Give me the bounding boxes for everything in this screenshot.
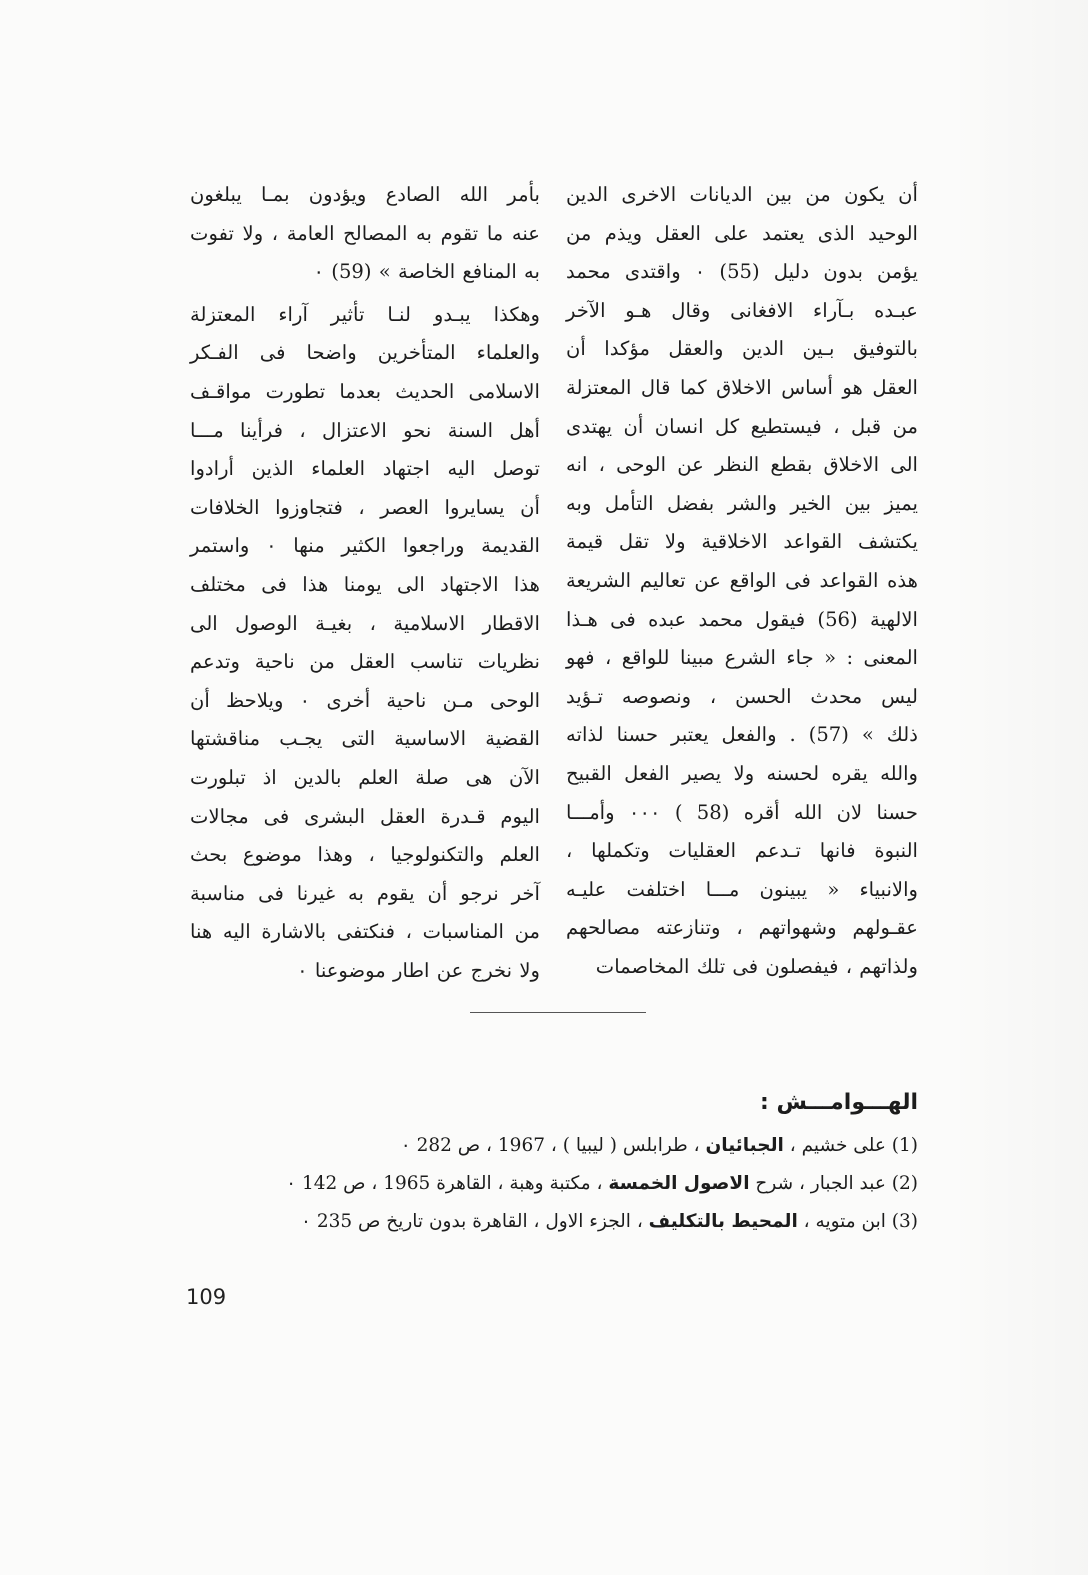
text-line: الوحى مـن ناحية أخرى ٠ ويلاحظ أن: [190, 688, 541, 712]
footnote-1: (1) على خشيم ، الجبائيان ، طرابلس ( ليبيا ) ، 1967 ، ص 282 ٠: [400, 1135, 918, 1156]
text-line: هذا الاجتهاد الى يومنا هذا فى مختلف: [190, 572, 540, 596]
footnote-2: (2) عبد الجبار ، شرح الاصول الخمسة ، مكتبة وهبة ، القاهرة 1965 ، ص 142 ٠: [286, 1173, 918, 1194]
footnote-3: (3) ابن متويه ، المحيط بالتكليف ، الجزء الاول ، القاهرة بدون تاريخ ص 235 ٠: [300, 1211, 918, 1232]
text-line: ولا نخرج عن اطار موضوعنا ٠: [297, 958, 540, 982]
text-line: الآن هى صلة العلم بالدين اذ تبلورت: [190, 765, 540, 789]
page-number: 109: [186, 1285, 227, 1309]
text-column-left: [190, 176, 540, 990]
text-line: المعنى : « جاء الشرع مبينا للواقع ، فهو: [566, 646, 918, 670]
text-line: أهل السنة نحو الاعتزال ، فرأينا مـــا: [190, 418, 540, 442]
text-line: ذلك » (57) . والفعل يعتبر حسنا لذاته: [566, 723, 918, 747]
text-line: ليس محدث الحسن ، ونصوصه تـؤيد: [566, 684, 918, 708]
text-line: من قبل ، فيستطيع كل انسان أن يهتدى: [566, 414, 918, 438]
text-line: بأمر الله الصادع ويؤدون بمـا يبلغون: [190, 183, 540, 206]
text-line: والعلماء المتأخرين واضحا فى الفـكر: [190, 341, 540, 365]
text-line: بالتوفيق بـين الدين والعقل مؤكدا أن: [566, 337, 918, 361]
footnotes-title: الهـــوامـــش :: [760, 1090, 918, 1115]
text-line: نظريات تناسب العقل من ناحية وتدعم: [190, 650, 540, 674]
paragraph-2: [190, 296, 540, 991]
text-line: القديمة وراجعوا الكثير منها ٠ واستمر: [190, 534, 540, 558]
scan-shadow: [948, 0, 1088, 1575]
text-line: والانبياء « يبينون مـــا اختلفت عليـه: [566, 877, 918, 901]
text-line: الوحيد الذى يعتمد على العقل ويذم من: [566, 221, 918, 245]
text-line: حسنا لان الله أقره (58 ) ٠٠٠ وأمـــا: [566, 800, 918, 824]
text-line: يميز بين الخير والشر بفضل التأمل وبه: [566, 491, 918, 515]
footnotes: [150, 1090, 918, 1241]
text-line: عبـده بـآراء الافغانى وقال هـو الآخر: [566, 298, 918, 322]
text-line: الالهية (56) فيقول محمد عبده فى هـذا: [566, 607, 918, 631]
text-line: أن يكون من بين الديانات الاخرى الدين: [566, 183, 918, 206]
text-line: والله يقره لحسنه ولا يصير الفعل القبيح: [566, 761, 918, 785]
text-line: الاقطار الاسلامية ، بغيـة الوصول الى: [190, 611, 540, 635]
text-line: وهكذا يبـدو لنـا تأثير آراء المعتزلة: [190, 302, 540, 326]
text-line: الاسلامى الحديث بعدما تطورت مواقـف: [190, 379, 540, 403]
text-line: يكتشف القواعد الاخلاقية ولا تقل قيمة: [566, 530, 918, 554]
text-line: أن يسايروا العصر ، فتجاوزوا الخلافات: [190, 495, 540, 519]
separator-rule: [470, 1012, 646, 1013]
text-line: النبوة فانها تـدعم العقليات وتكملها ،: [566, 839, 918, 863]
text-line: الى الاخلاق بقطع النظر عن الوحى ، انه: [566, 453, 918, 477]
text-line: عنه ما تقوم به المصالح العامة ، ولا تفوت: [190, 221, 540, 245]
text-line: القضية الاساسية التى يجـب مناقشتها: [190, 727, 540, 751]
text-line: توصل اليه اجتهاد العلماء الذين أرادوا: [190, 457, 540, 481]
paragraph-1: [190, 176, 540, 292]
text-line: هذه القواعد فى الواقع عن تعاليم الشريعة: [566, 568, 918, 592]
text-line: عقـولهم وشهواتهم ، وتنازعته مصالحهم: [566, 916, 918, 940]
text-line: العقل هو أساس الاخلاق كما قال المعتزلة: [566, 375, 918, 399]
text-column-right: [566, 176, 918, 986]
text-line: ولذاتهم ، فيفصلون فى تلك المخاصمات: [595, 954, 918, 978]
text-line: العلم والتكنولوجيا ، وهذا موضوع بحث: [190, 843, 540, 867]
text-line: من المناسبات ، فنكتفى بالاشارة اليه هنا: [190, 920, 540, 944]
text-line: اليوم قـدرة العقل البشرى فى مجالات: [190, 804, 540, 828]
text-line: آخر نرجو أن يقوم به غيرنا فى مناسبة: [190, 881, 540, 905]
text-line: به المنافع الخاصة » (59) ٠: [313, 260, 540, 284]
text-line: يؤمن بدون دليل (55) ٠ واقتدى محمد: [566, 260, 918, 284]
